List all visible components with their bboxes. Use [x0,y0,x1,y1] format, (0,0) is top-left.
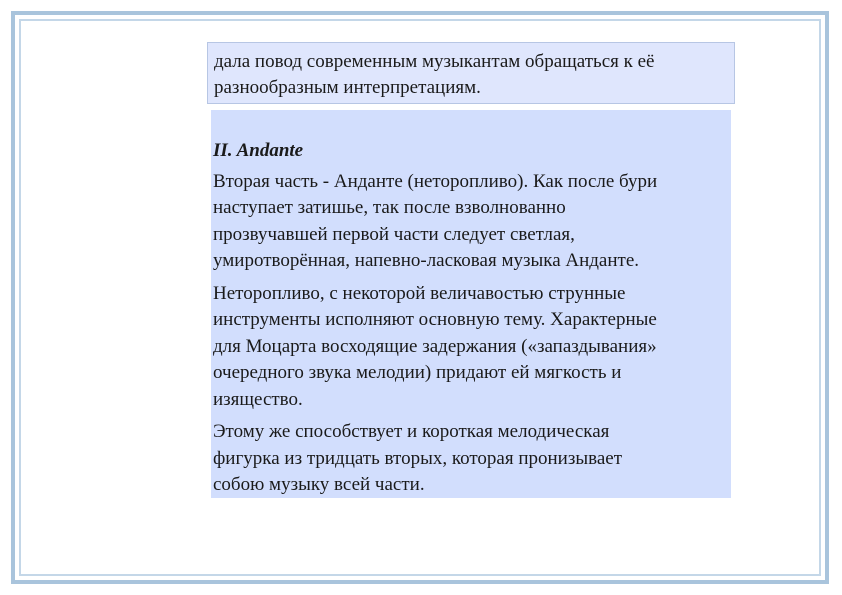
text-line: Вторая часть - Анданте (неторопливо). Как после бури [213,170,658,192]
text-line: очередного звука мелодии) придают ей мягкость и [213,362,622,383]
paragraph-2 [213,281,729,414]
paragraph-1 [213,169,729,275]
text-line: прозвучавшей первой части следует светлая, [213,223,575,245]
text-line: Неторопливо, с некоторой величавостью струнные [213,282,626,304]
text-line: собою музыку всей части. [213,474,425,495]
text-line: разнообразным интерпретациям. [214,77,481,98]
text-line: Этому же способствует и короткая мелодическая [213,421,610,442]
text-line: инструменты исполняют основную тему. Характерные [213,309,657,330]
text-line: изящество. [213,388,303,410]
text-line: фигурка из тридцать вторых, которая пронизывает [213,447,622,469]
continued-text-box [207,42,735,104]
text-line: умиротворённая, напевно-ласковая музыка Анданте. [213,250,640,271]
text-line: дала повод современным музыкантам обращаться к её [214,51,655,72]
paragraph-3 [213,419,729,499]
andante-text-box [211,110,731,498]
section-heading: II. Andante [213,140,304,161]
text-line: для Моцарта восходящие задержания («запаздывания» [213,335,657,357]
text-line: наступает затишье, так после взволнованно [213,197,566,218]
